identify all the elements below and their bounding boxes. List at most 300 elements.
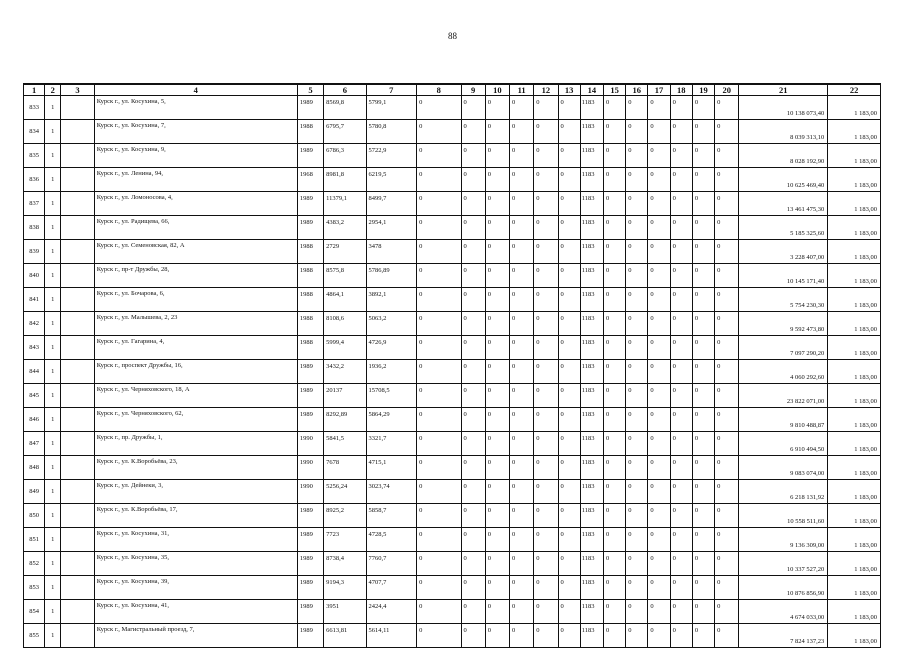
table-row [24, 264, 881, 288]
cell-c19: 0 [692, 168, 714, 192]
cell-c12: 0 [534, 144, 558, 168]
cell-c12: 0 [534, 240, 558, 264]
cell-c13: 0 [558, 456, 580, 480]
cell-c2: 1 [45, 624, 61, 648]
cell-c17: 0 [648, 552, 670, 576]
cell-c8: 0 [417, 480, 461, 504]
cell-c11: 0 [510, 552, 534, 576]
cell-c15: 0 [603, 120, 625, 144]
cell-c14: 1183 [580, 216, 603, 240]
cell-c6: 3951 [324, 600, 366, 624]
cell-c19: 0 [692, 624, 714, 648]
cell-c13: 0 [558, 480, 580, 504]
cell-c11: 0 [510, 312, 534, 336]
cell-c20: 0 [715, 144, 739, 168]
cell-c8: 0 [417, 456, 461, 480]
cell-c19: 0 [692, 144, 714, 168]
column-header-21: 21 [739, 84, 828, 96]
cell-c6: 9194,3 [324, 576, 366, 600]
column-header-16: 16 [626, 84, 648, 96]
cell-c18: 0 [670, 216, 692, 240]
cell-c2: 1 [45, 312, 61, 336]
cell-c11: 0 [510, 576, 534, 600]
cell-c9: 0 [461, 312, 485, 336]
cell-sum: 9 136 309,00 [739, 528, 828, 552]
cell-c8: 0 [417, 312, 461, 336]
cell-c8: 0 [417, 408, 461, 432]
cell-year: 1989 [297, 144, 323, 168]
cell-c8: 0 [417, 216, 461, 240]
cell-c10: 0 [485, 120, 509, 144]
cell-c2: 1 [45, 216, 61, 240]
cell-c19: 0 [692, 600, 714, 624]
cell-c2: 1 [45, 456, 61, 480]
cell-address: Курск г., Магистральный проезд, 7, [94, 624, 297, 648]
cell-c7: 7760,7 [366, 552, 417, 576]
table-body [24, 96, 881, 648]
cell-c11: 0 [510, 144, 534, 168]
cell-c7: 5786,89 [366, 264, 417, 288]
cell-c17: 0 [648, 312, 670, 336]
cell-c16: 0 [626, 624, 648, 648]
cell-c12: 0 [534, 168, 558, 192]
cell-c14: 1183 [580, 336, 603, 360]
cell-c16: 0 [626, 120, 648, 144]
cell-c19: 0 [692, 528, 714, 552]
cell-c15: 0 [603, 264, 625, 288]
cell-c13: 0 [558, 624, 580, 648]
cell-c3 [61, 528, 94, 552]
table-row [24, 600, 881, 624]
cell-c8: 0 [417, 360, 461, 384]
cell-c3 [61, 624, 94, 648]
cell-c8: 0 [417, 552, 461, 576]
cell-c12: 0 [534, 624, 558, 648]
cell-rate: 1 183,00 [828, 552, 881, 576]
cell-c16: 0 [626, 288, 648, 312]
column-header-13: 13 [558, 84, 580, 96]
cell-n: 843 [24, 336, 45, 360]
cell-c13: 0 [558, 168, 580, 192]
column-header-10: 10 [485, 84, 509, 96]
cell-c9: 0 [461, 480, 485, 504]
cell-c20: 0 [715, 192, 739, 216]
cell-c6: 11379,1 [324, 192, 366, 216]
cell-address: Курск г., ул. Косухина, 35, [94, 552, 297, 576]
cell-c7: 3478 [366, 240, 417, 264]
cell-c8: 0 [417, 120, 461, 144]
cell-c14: 1183 [580, 408, 603, 432]
cell-c19: 0 [692, 456, 714, 480]
cell-c11: 0 [510, 216, 534, 240]
cell-c20: 0 [715, 360, 739, 384]
cell-sum: 10 876 856,90 [739, 576, 828, 600]
cell-c20: 0 [715, 384, 739, 408]
cell-c18: 0 [670, 192, 692, 216]
cell-c17: 0 [648, 240, 670, 264]
cell-c3 [61, 360, 94, 384]
cell-c8: 0 [417, 144, 461, 168]
cell-c13: 0 [558, 408, 580, 432]
cell-c19: 0 [692, 408, 714, 432]
cell-address: Курск г., ул. Ленина, 94, [94, 168, 297, 192]
cell-year: 1989 [297, 624, 323, 648]
cell-c13: 0 [558, 528, 580, 552]
column-header-9: 9 [461, 84, 485, 96]
cell-rate: 1 183,00 [828, 480, 881, 504]
cell-c12: 0 [534, 264, 558, 288]
table-row [24, 408, 881, 432]
cell-c2: 1 [45, 360, 61, 384]
cell-c9: 0 [461, 600, 485, 624]
cell-c14: 1183 [580, 312, 603, 336]
cell-c16: 0 [626, 264, 648, 288]
cell-c17: 0 [648, 432, 670, 456]
cell-rate: 1 183,00 [828, 432, 881, 456]
table-row [24, 192, 881, 216]
cell-year: 1988 [297, 120, 323, 144]
column-header-19: 19 [692, 84, 714, 96]
cell-c6: 2729 [324, 240, 366, 264]
cell-c16: 0 [626, 192, 648, 216]
cell-c12: 0 [534, 480, 558, 504]
cell-c20: 0 [715, 96, 739, 120]
cell-c20: 0 [715, 456, 739, 480]
cell-c13: 0 [558, 96, 580, 120]
cell-c11: 0 [510, 624, 534, 648]
cell-sum: 5 185 325,60 [739, 216, 828, 240]
cell-c12: 0 [534, 576, 558, 600]
cell-c19: 0 [692, 288, 714, 312]
cell-c9: 0 [461, 168, 485, 192]
cell-c3 [61, 192, 94, 216]
cell-c14: 1183 [580, 552, 603, 576]
cell-c19: 0 [692, 96, 714, 120]
cell-c15: 0 [603, 528, 625, 552]
cell-c8: 0 [417, 264, 461, 288]
cell-c14: 1183 [580, 504, 603, 528]
cell-c6: 8575,8 [324, 264, 366, 288]
cell-c14: 1183 [580, 264, 603, 288]
cell-sum: 9 810 488,87 [739, 408, 828, 432]
cell-year: 1988 [297, 288, 323, 312]
cell-sum: 6 218 131,92 [739, 480, 828, 504]
column-header-22: 22 [828, 84, 881, 96]
cell-c10: 0 [485, 480, 509, 504]
cell-sum: 10 138 073,40 [739, 96, 828, 120]
cell-c11: 0 [510, 600, 534, 624]
cell-n: 834 [24, 120, 45, 144]
cell-c15: 0 [603, 336, 625, 360]
cell-address: Курск г., ул. Дейнеки, 3, [94, 480, 297, 504]
cell-rate: 1 183,00 [828, 264, 881, 288]
cell-c3 [61, 408, 94, 432]
cell-c15: 0 [603, 432, 625, 456]
cell-rate: 1 183,00 [828, 600, 881, 624]
cell-c12: 0 [534, 192, 558, 216]
cell-c13: 0 [558, 360, 580, 384]
cell-c18: 0 [670, 96, 692, 120]
cell-c7: 2954,1 [366, 216, 417, 240]
cell-c10: 0 [485, 96, 509, 120]
cell-address: Курск г., ул. Косухина, 39, [94, 576, 297, 600]
cell-c6: 6786,3 [324, 144, 366, 168]
table-row [24, 384, 881, 408]
table-row [24, 528, 881, 552]
cell-address: Курск г., ул. Черняховского, 18, А [94, 384, 297, 408]
cell-c11: 0 [510, 120, 534, 144]
cell-c17: 0 [648, 384, 670, 408]
cell-year: 1988 [297, 240, 323, 264]
cell-c19: 0 [692, 264, 714, 288]
cell-c13: 0 [558, 312, 580, 336]
cell-c9: 0 [461, 624, 485, 648]
cell-c9: 0 [461, 432, 485, 456]
cell-c17: 0 [648, 504, 670, 528]
cell-c11: 0 [510, 336, 534, 360]
cell-c16: 0 [626, 216, 648, 240]
cell-c20: 0 [715, 312, 739, 336]
cell-c12: 0 [534, 432, 558, 456]
cell-c18: 0 [670, 384, 692, 408]
cell-c15: 0 [603, 624, 625, 648]
cell-c15: 0 [603, 216, 625, 240]
cell-address: Курск г., ул. Бочарова, 6, [94, 288, 297, 312]
cell-c19: 0 [692, 552, 714, 576]
cell-c10: 0 [485, 168, 509, 192]
cell-c3 [61, 600, 94, 624]
cell-c10: 0 [485, 408, 509, 432]
cell-address: Курск г., ул. Косухина, 5, [94, 96, 297, 120]
cell-year: 1989 [297, 360, 323, 384]
cell-c17: 0 [648, 480, 670, 504]
cell-c9: 0 [461, 264, 485, 288]
cell-rate: 1 183,00 [828, 624, 881, 648]
page-number: 88 [448, 31, 457, 41]
table-row [24, 216, 881, 240]
cell-c8: 0 [417, 168, 461, 192]
cell-sum: 10 337 527,20 [739, 552, 828, 576]
cell-c18: 0 [670, 168, 692, 192]
cell-c16: 0 [626, 552, 648, 576]
cell-c9: 0 [461, 456, 485, 480]
cell-c9: 0 [461, 360, 485, 384]
cell-c12: 0 [534, 600, 558, 624]
cell-address: Курск г., ул. Радищева, 66, [94, 216, 297, 240]
cell-c7: 4715,1 [366, 456, 417, 480]
cell-address: Курск г., ул. Косухина, 41, [94, 600, 297, 624]
cell-c11: 0 [510, 408, 534, 432]
cell-c13: 0 [558, 120, 580, 144]
cell-n: 845 [24, 384, 45, 408]
cell-c7: 15708,5 [366, 384, 417, 408]
cell-c3 [61, 168, 94, 192]
cell-n: 844 [24, 360, 45, 384]
cell-c3 [61, 144, 94, 168]
table-row [24, 96, 881, 120]
cell-rate: 1 183,00 [828, 120, 881, 144]
cell-c15: 0 [603, 312, 625, 336]
cell-c17: 0 [648, 576, 670, 600]
cell-c6: 20137 [324, 384, 366, 408]
cell-c16: 0 [626, 336, 648, 360]
cell-c12: 0 [534, 384, 558, 408]
column-header-2: 2 [45, 84, 61, 96]
cell-c8: 0 [417, 528, 461, 552]
cell-c12: 0 [534, 504, 558, 528]
cell-n: 842 [24, 312, 45, 336]
cell-c14: 1183 [580, 480, 603, 504]
cell-c6: 8108,6 [324, 312, 366, 336]
cell-n: 840 [24, 264, 45, 288]
cell-year: 1989 [297, 576, 323, 600]
cell-c14: 1183 [580, 240, 603, 264]
column-header-17: 17 [648, 84, 670, 96]
cell-c20: 0 [715, 600, 739, 624]
cell-c14: 1183 [580, 96, 603, 120]
cell-rate: 1 183,00 [828, 312, 881, 336]
cell-n: 833 [24, 96, 45, 120]
cell-rate: 1 183,00 [828, 456, 881, 480]
cell-c13: 0 [558, 576, 580, 600]
cell-c15: 0 [603, 96, 625, 120]
table-row [24, 144, 881, 168]
cell-address: Курск г., ул. Черняховского, 62, [94, 408, 297, 432]
cell-c3 [61, 312, 94, 336]
cell-c10: 0 [485, 600, 509, 624]
cell-c7: 3321,7 [366, 432, 417, 456]
cell-address: Курск г., ул. Гагарина, 4, [94, 336, 297, 360]
cell-c12: 0 [534, 360, 558, 384]
cell-c2: 1 [45, 120, 61, 144]
cell-c19: 0 [692, 240, 714, 264]
cell-c2: 1 [45, 528, 61, 552]
cell-c10: 0 [485, 360, 509, 384]
cell-c12: 0 [534, 528, 558, 552]
column-header-6: 6 [324, 84, 366, 96]
column-header-5: 5 [297, 84, 323, 96]
cell-c16: 0 [626, 408, 648, 432]
register-table [23, 83, 881, 648]
cell-n: 850 [24, 504, 45, 528]
cell-c14: 1183 [580, 168, 603, 192]
cell-c18: 0 [670, 480, 692, 504]
cell-c17: 0 [648, 528, 670, 552]
cell-c15: 0 [603, 408, 625, 432]
cell-c6: 5841,5 [324, 432, 366, 456]
cell-c8: 0 [417, 96, 461, 120]
cell-c10: 0 [485, 240, 509, 264]
cell-c20: 0 [715, 624, 739, 648]
cell-c12: 0 [534, 336, 558, 360]
cell-c19: 0 [692, 576, 714, 600]
cell-c6: 5256,24 [324, 480, 366, 504]
cell-rate: 1 183,00 [828, 336, 881, 360]
cell-c18: 0 [670, 504, 692, 528]
cell-c14: 1183 [580, 600, 603, 624]
cell-c13: 0 [558, 552, 580, 576]
cell-c20: 0 [715, 336, 739, 360]
cell-c19: 0 [692, 384, 714, 408]
cell-c9: 0 [461, 144, 485, 168]
cell-c6: 8569,8 [324, 96, 366, 120]
cell-year: 1988 [297, 336, 323, 360]
cell-c18: 0 [670, 552, 692, 576]
column-header-8: 8 [417, 84, 461, 96]
cell-c18: 0 [670, 408, 692, 432]
cell-sum: 23 822 071,00 [739, 384, 828, 408]
cell-c10: 0 [485, 624, 509, 648]
cell-c8: 0 [417, 192, 461, 216]
cell-c11: 0 [510, 192, 534, 216]
cell-c12: 0 [534, 408, 558, 432]
cell-c11: 0 [510, 504, 534, 528]
cell-c2: 1 [45, 384, 61, 408]
cell-c16: 0 [626, 96, 648, 120]
cell-c12: 0 [534, 120, 558, 144]
cell-c13: 0 [558, 336, 580, 360]
table-row [24, 240, 881, 264]
cell-sum: 9 592 473,80 [739, 312, 828, 336]
table-row [24, 432, 881, 456]
cell-c9: 0 [461, 336, 485, 360]
cell-c11: 0 [510, 432, 534, 456]
cell-n: 854 [24, 600, 45, 624]
column-header-12: 12 [534, 84, 558, 96]
cell-c10: 0 [485, 504, 509, 528]
cell-year: 1989 [297, 528, 323, 552]
cell-address: Курск г., ул. К.Воробьёва, 23, [94, 456, 297, 480]
cell-sum: 3 228 407,00 [739, 240, 828, 264]
cell-c6: 5999,4 [324, 336, 366, 360]
cell-c13: 0 [558, 432, 580, 456]
cell-address: Курск г., ул. Косухина, 7, [94, 120, 297, 144]
cell-c9: 0 [461, 120, 485, 144]
cell-c14: 1183 [580, 360, 603, 384]
cell-c16: 0 [626, 240, 648, 264]
cell-c11: 0 [510, 264, 534, 288]
cell-year: 1990 [297, 432, 323, 456]
cell-c6: 8738,4 [324, 552, 366, 576]
cell-c17: 0 [648, 264, 670, 288]
cell-c13: 0 [558, 240, 580, 264]
cell-c2: 1 [45, 336, 61, 360]
cell-c3 [61, 432, 94, 456]
cell-n: 849 [24, 480, 45, 504]
cell-c11: 0 [510, 288, 534, 312]
cell-c2: 1 [45, 600, 61, 624]
cell-c6: 6613,81 [324, 624, 366, 648]
cell-address: Курск г., пр-т Дружбы, 28, [94, 264, 297, 288]
cell-c9: 0 [461, 576, 485, 600]
cell-rate: 1 183,00 [828, 360, 881, 384]
cell-c18: 0 [670, 336, 692, 360]
cell-n: 851 [24, 528, 45, 552]
cell-c10: 0 [485, 432, 509, 456]
cell-c6: 4864,1 [324, 288, 366, 312]
cell-c7: 4728,5 [366, 528, 417, 552]
cell-rate: 1 183,00 [828, 576, 881, 600]
cell-rate: 1 183,00 [828, 240, 881, 264]
cell-c20: 0 [715, 480, 739, 504]
cell-c15: 0 [603, 288, 625, 312]
cell-sum: 8 028 192,90 [739, 144, 828, 168]
cell-c7: 3892,1 [366, 288, 417, 312]
cell-sum: 5 754 230,30 [739, 288, 828, 312]
cell-c3 [61, 456, 94, 480]
cell-c6: 4383,2 [324, 216, 366, 240]
cell-year: 1990 [297, 456, 323, 480]
